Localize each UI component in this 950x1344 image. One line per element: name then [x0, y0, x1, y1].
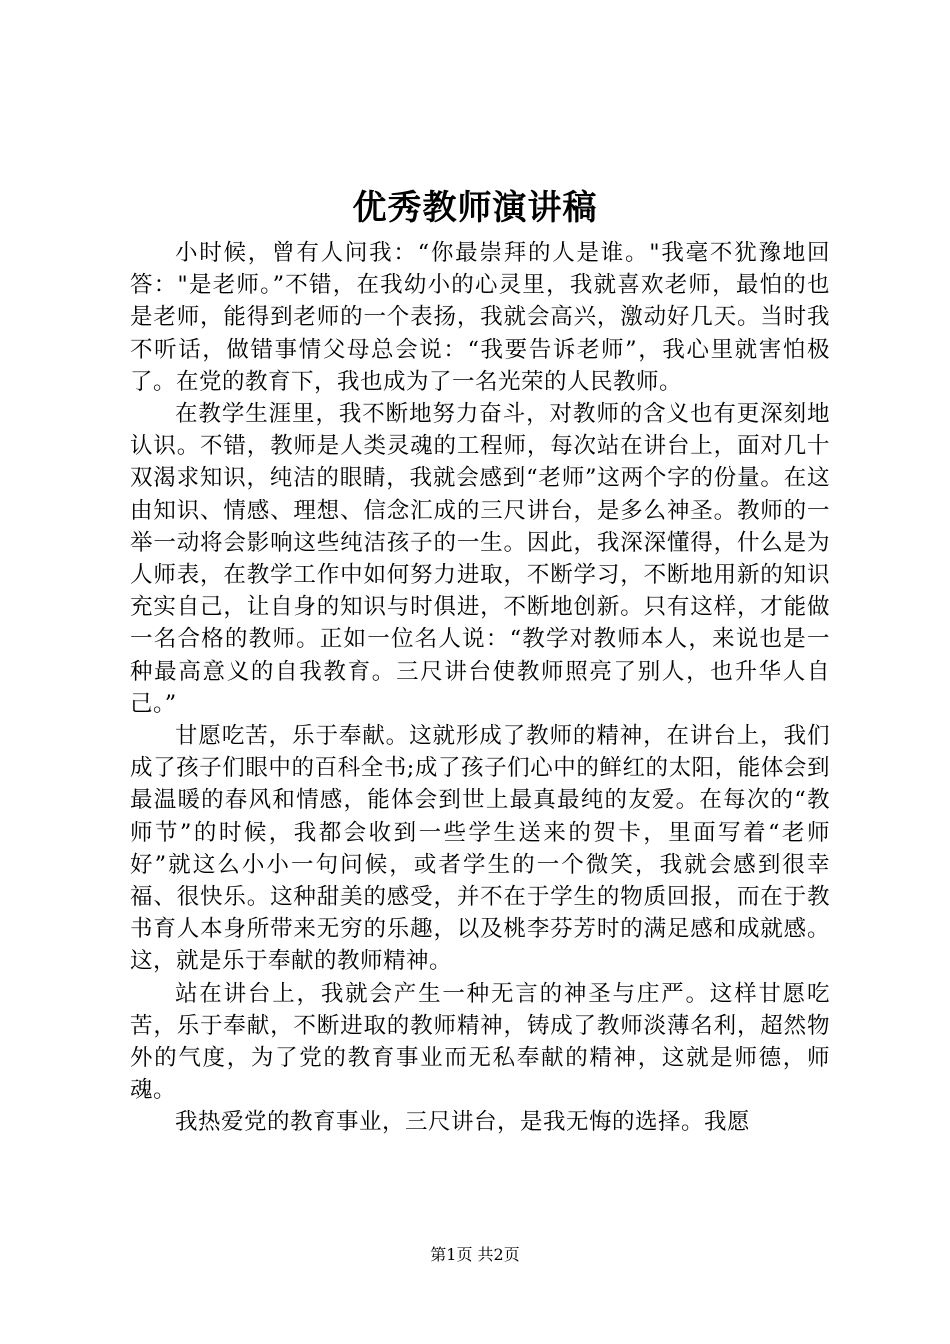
- paragraph: 小时候，曾有人问我：“你最崇拜的人是谁。"我毫不犹豫地回答："是老师。”不错，在我幼小的心灵里，我就喜欢老师，最怕的也是老师，能得到老师的一个表扬，我就会高兴，激动好几天。当时我不听话，做错事情父母总会说：“我要告诉老师”，我心里就害怕极了。在党的教育下，我也成为了一名光荣的人民教师。: [130, 240, 830, 395]
- document-body: [130, 237, 830, 1139]
- document-title: 优秀教师演讲稿: [352, 188, 598, 228]
- page-number-footer: 第1页 共2页: [430, 1245, 520, 1264]
- paragraph: 我热爱党的教育事业，三尺讲台，是我无悔的选择。我愿: [175, 1109, 751, 1136]
- paragraph: 在教学生涯里，我不断地努力奋斗，对教师的含义也有更深刻地认识。不错，教师是人类灵魂的工程师，每次站在讲台上，面对几十双渴求知识，纯洁的眼睛，我就会感到“老师”这两个字的份量。在这由知识、情感、理想、信念汇成的三尺讲台，是多么神圣。教师的一举一动将会影响这些纯洁孩子的一生。因此，我深深懂得，什么是为人师表，在教学工作中如何努力进取，不断学习，不断地用新的知识充实自己，让自身的知识与时俱进，不断地创新。只有这样，才能做一名合格的教师。正如一位名人说：“教学对教师本人，来说也是一种最高意义的自我教育。三尺讲台使教师照亮了别人，也升华人自己。”: [130, 401, 830, 717]
- paragraph: 甘愿吃苦，乐于奉献。这就形成了教师的精神，在讲台上，我们成了孩子们眼中的百科全书;成了孩子们心中的鲜红的太阳，能体会到最温暖的春风和情感，能体会到世上最真最纯的友爱。在每次的“教师节”的时候，我都会收到一些学生送来的贺卡，里面写着“老师好”就这么小小一句问候，或者学生的一个微笑，我就会感到很幸福、很快乐。这种甜美的感受，并不在于学生的物质回报，而在于教书育人本身所带来无穷的乐趣，以及桃李芬芳时的满足感和成就感。这，就是乐于奉献的教师精神。: [130, 723, 830, 975]
- paragraph: 站在讲台上，我就会产生一种无言的神圣与庄严。这样甘愿吃苦，乐于奉献，不断进取的教师精神，铸成了教师淡薄名利，超然物外的气度，为了党的教育事业而无私奉献的精神，这就是师德，师魂。: [130, 980, 830, 1104]
